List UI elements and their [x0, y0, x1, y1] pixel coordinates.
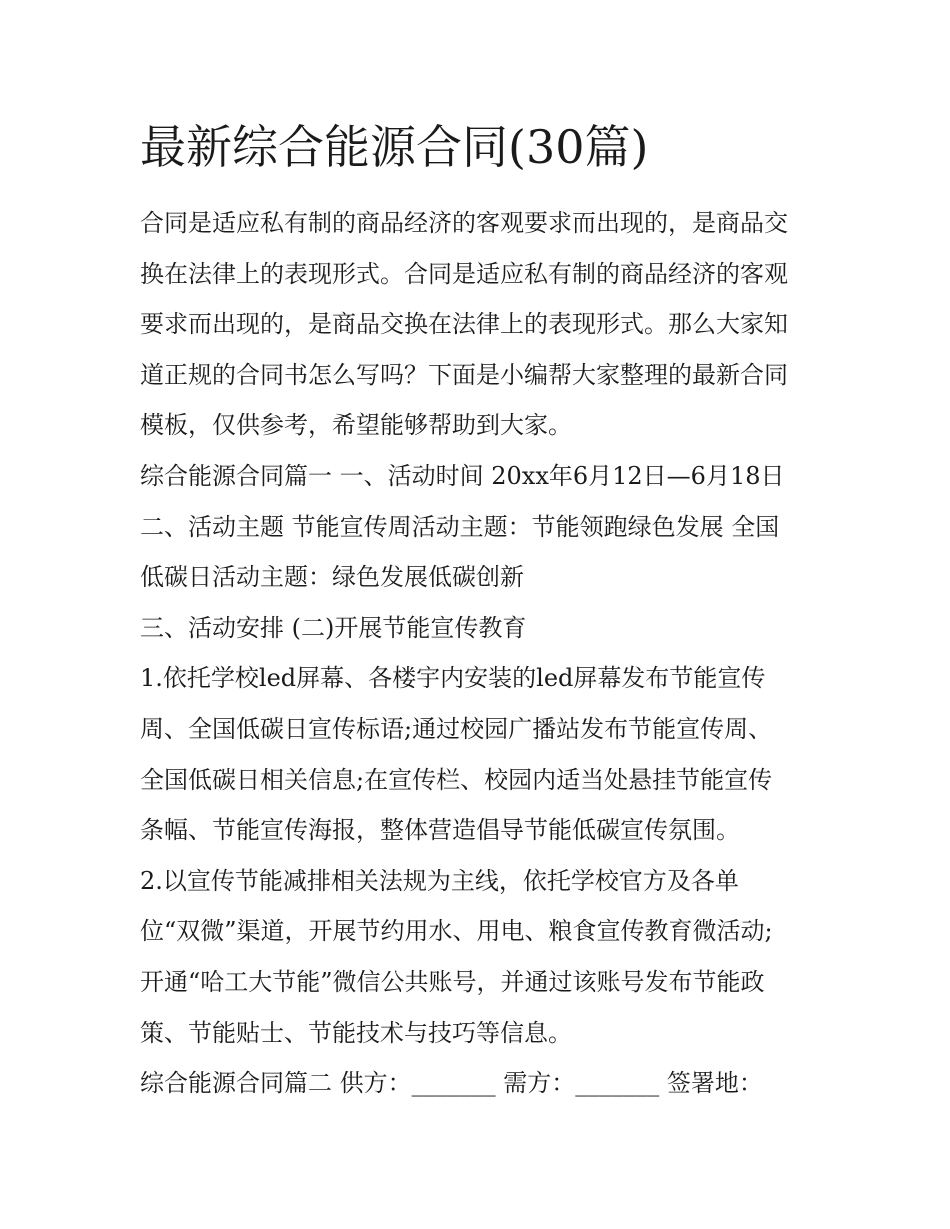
body-line: 要求而出现的，是商品交换在法律上的表现形式。那么大家知: [140, 310, 788, 339]
body-line: 道正规的合同书怎么写吗？下面是小编帮大家整理的最新合同: [140, 360, 788, 389]
body-line: 综合能源合同篇一 一、活动时间 20xx年6月12日—6月18日: [140, 461, 785, 490]
body-line: 1.依托学校led屏幕、各楼宇内安装的led屏幕发布节能宣传: [140, 664, 766, 693]
document-page: [140, 112, 820, 1109]
body-line: 策、节能贴士、节能技术与技巧等信息。: [140, 1018, 572, 1047]
body-line: 三、活动安排 (二)开展节能宣传教育: [140, 613, 527, 642]
body-line: 综合能源合同篇二 供方：_______ 需方：_______ 签署地：: [140, 1069, 763, 1098]
body-line: 二、活动主题 节能宣传周活动主题：节能领跑绿色发展 全国: [140, 512, 780, 541]
body-line: 位“双微”渠道，开展节约用水、用电、粮食宣传教育微活动;: [140, 917, 773, 946]
body-line: 2.以宣传节能减排相关法规为主线，依托学校官方及各单: [140, 866, 739, 895]
body-line: 条幅、节能宣传海报，整体营造倡导节能低碳宣传氛围。: [140, 816, 740, 845]
body-line: 周、全国低碳日宣传标语;通过校园广播站发布节能宣传周、: [140, 714, 773, 743]
body-line: 低碳日活动主题：绿色发展低碳创新: [140, 563, 524, 592]
body-line: 合同是适应私有制的商品经济的客观要求而出现的，是商品交: [140, 209, 788, 237]
document-body: [140, 198, 820, 1109]
body-line: 模板，仅供参考，希望能够帮助到大家。: [140, 411, 572, 440]
body-line: 开通“哈工大节能”微信公共账号，并通过该账号发布节能政: [140, 967, 765, 996]
document-title: 最新综合能源合同(30篇): [140, 120, 649, 174]
body-line: 全国低碳日相关信息;在宣传栏、校园内适当处悬挂节能宣传: [140, 765, 773, 794]
body-line: 换在法律上的表现形式。合同是适应私有制的商品经济的客观: [140, 259, 788, 288]
